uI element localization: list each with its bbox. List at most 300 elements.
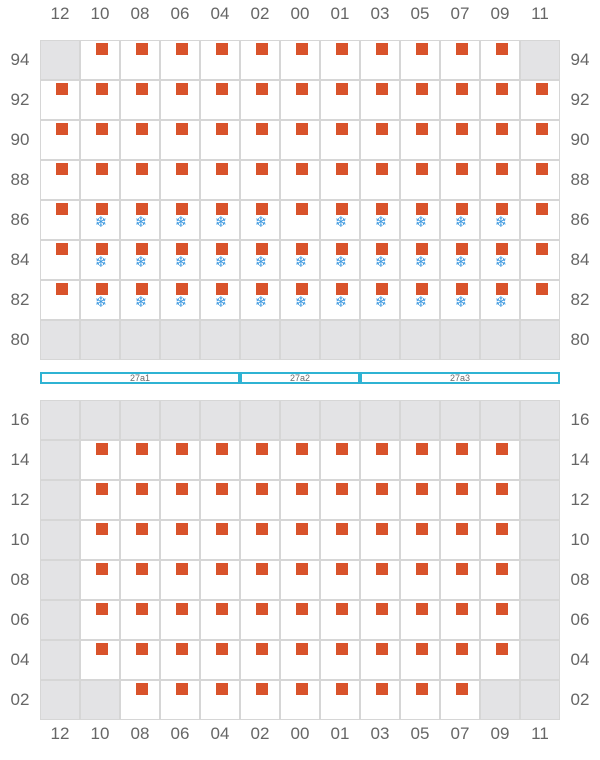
slot-90-11[interactable] (520, 120, 560, 160)
upper-row-label-left-84: 84 (10, 250, 30, 269)
slot-86-12[interactable] (40, 200, 80, 240)
lower-row-label-right-12: 12 (570, 490, 590, 509)
slot-84-08[interactable] (120, 240, 160, 280)
slot-16-12[interactable] (40, 400, 80, 440)
slot-88-08[interactable] (120, 160, 160, 200)
slot-16-02[interactable] (240, 400, 280, 440)
slot-86-08[interactable] (120, 200, 160, 240)
slot-90-07[interactable] (440, 120, 480, 160)
slot-04-00[interactable] (280, 640, 320, 680)
slot-14-11[interactable] (520, 440, 560, 480)
slot-02-04[interactable] (200, 680, 240, 720)
slot-12-08[interactable] (120, 480, 160, 520)
slot-90-03[interactable] (360, 120, 400, 160)
slot-06-02[interactable] (240, 600, 280, 640)
slot-84-11[interactable] (520, 240, 560, 280)
container-marker-10-10 (96, 523, 108, 535)
slot-06-10[interactable] (80, 600, 120, 640)
slot-80-11[interactable] (520, 320, 560, 360)
slot-92-04[interactable] (200, 80, 240, 120)
slot-14-01[interactable] (320, 440, 360, 480)
slot-84-04[interactable] (200, 240, 240, 280)
container-marker-12-01 (336, 483, 348, 495)
slot-04-03[interactable] (360, 640, 400, 680)
slot-94-08[interactable] (120, 40, 160, 80)
slot-92-10[interactable] (80, 80, 120, 120)
snowflake-icon: ❄ (374, 293, 388, 311)
slot-82-07[interactable] (440, 280, 480, 320)
slot-82-05[interactable] (400, 280, 440, 320)
slot-02-12[interactable] (40, 680, 80, 720)
slot-80-03[interactable] (360, 320, 400, 360)
bottom-col-label-01: 01 (330, 724, 350, 743)
slot-94-06[interactable] (160, 40, 200, 80)
snowflake-icon: ❄ (94, 293, 108, 311)
slot-04-01[interactable] (320, 640, 360, 680)
slot-94-01[interactable] (320, 40, 360, 80)
slot-14-02[interactable] (240, 440, 280, 480)
slot-80-00[interactable] (280, 320, 320, 360)
slot-94-12[interactable] (40, 40, 80, 80)
container-marker-10-09 (496, 523, 508, 535)
slot-84-01[interactable] (320, 240, 360, 280)
slot-86-10[interactable] (80, 200, 120, 240)
container-marker-90-08 (136, 123, 148, 135)
slot-10-06[interactable] (160, 520, 200, 560)
slot-92-03[interactable] (360, 80, 400, 120)
slot-12-01[interactable] (320, 480, 360, 520)
slot-08-05[interactable] (400, 560, 440, 600)
slot-06-08[interactable] (120, 600, 160, 640)
slot-90-02[interactable] (240, 120, 280, 160)
slot-08-12[interactable] (40, 560, 80, 600)
slot-12-05[interactable] (400, 480, 440, 520)
slot-14-00[interactable] (280, 440, 320, 480)
slot-80-08[interactable] (120, 320, 160, 360)
slot-10-04[interactable] (200, 520, 240, 560)
slot-82-10[interactable] (80, 280, 120, 320)
slot-08-02[interactable] (240, 560, 280, 600)
slot-88-04[interactable] (200, 160, 240, 200)
slot-82-11[interactable] (520, 280, 560, 320)
slot-86-09[interactable] (480, 200, 520, 240)
slot-92-08[interactable] (120, 80, 160, 120)
upper-row-label-left-94: 94 (10, 50, 30, 69)
slot-08-03[interactable] (360, 560, 400, 600)
slot-84-10[interactable] (80, 240, 120, 280)
top-col-label-04: 04 (210, 4, 230, 23)
slot-06-11[interactable] (520, 600, 560, 640)
slot-92-01[interactable] (320, 80, 360, 120)
container-marker-14-07 (456, 443, 468, 455)
container-marker-14-06 (176, 443, 188, 455)
slot-80-12[interactable] (40, 320, 80, 360)
slot-88-00[interactable] (280, 160, 320, 200)
slot-94-02[interactable] (240, 40, 280, 80)
container-marker-08-01 (336, 563, 348, 575)
slot-94-09[interactable] (480, 40, 520, 80)
lower-bay-grid (40, 400, 560, 720)
slot-06-07[interactable] (440, 600, 480, 640)
slot-82-03[interactable] (360, 280, 400, 320)
snowflake-icon: ❄ (254, 293, 268, 311)
container-marker-02-01 (336, 683, 348, 695)
slot-86-00[interactable] (280, 200, 320, 240)
slot-08-09[interactable] (480, 560, 520, 600)
lower-row-label-right-08: 08 (570, 570, 590, 589)
container-marker-90-07 (456, 123, 468, 135)
slot-14-12[interactable] (40, 440, 80, 480)
slot-84-05[interactable] (400, 240, 440, 280)
container-marker-86-11 (536, 203, 548, 215)
slot-06-04[interactable] (200, 600, 240, 640)
slot-94-07[interactable] (440, 40, 480, 80)
upper-row-label-left-82: 82 (10, 290, 30, 309)
slot-90-10[interactable] (80, 120, 120, 160)
slot-94-04[interactable] (200, 40, 240, 80)
slot-16-11[interactable] (520, 400, 560, 440)
top-col-label-01: 01 (330, 4, 350, 23)
slot-94-00[interactable] (280, 40, 320, 80)
slot-04-09[interactable] (480, 640, 520, 680)
slot-16-05[interactable] (400, 400, 440, 440)
container-marker-94-01 (336, 43, 348, 55)
slot-16-10[interactable] (80, 400, 120, 440)
bay-label-27a2[interactable] (240, 372, 360, 384)
slot-02-02[interactable] (240, 680, 280, 720)
slot-04-06[interactable] (160, 640, 200, 680)
slot-94-11[interactable] (520, 40, 560, 80)
slot-02-07[interactable] (440, 680, 480, 720)
slot-14-06[interactable] (160, 440, 200, 480)
snowflake-icon: ❄ (454, 253, 468, 271)
slot-16-08[interactable] (120, 400, 160, 440)
container-marker-04-07 (456, 643, 468, 655)
snowflake-icon: ❄ (414, 213, 428, 231)
slot-88-09[interactable] (480, 160, 520, 200)
bottom-col-label-09: 09 (490, 724, 510, 743)
slot-08-01[interactable] (320, 560, 360, 600)
container-marker-04-03 (376, 643, 388, 655)
container-marker-04-00 (296, 643, 308, 655)
slot-02-06[interactable] (160, 680, 200, 720)
slot-80-01[interactable] (320, 320, 360, 360)
slot-10-10[interactable] (80, 520, 120, 560)
top-col-label-05: 05 (410, 4, 430, 23)
container-marker-12-07 (456, 483, 468, 495)
slot-88-12[interactable] (40, 160, 80, 200)
container-marker-82-12 (56, 283, 68, 295)
slot-14-07[interactable] (440, 440, 480, 480)
slot-14-04[interactable] (200, 440, 240, 480)
slot-06-00[interactable] (280, 600, 320, 640)
container-marker-02-03 (376, 683, 388, 695)
slot-08-06[interactable] (160, 560, 200, 600)
lower-row-label-right-14: 14 (570, 450, 590, 469)
slot-86-04[interactable] (200, 200, 240, 240)
slot-82-01[interactable] (320, 280, 360, 320)
container-marker-90-12 (56, 123, 68, 135)
slot-08-04[interactable] (200, 560, 240, 600)
slot-10-09[interactable] (480, 520, 520, 560)
container-marker-10-01 (336, 523, 348, 535)
container-marker-14-09 (496, 443, 508, 455)
slot-04-05[interactable] (400, 640, 440, 680)
slot-08-10[interactable] (80, 560, 120, 600)
slot-08-07[interactable] (440, 560, 480, 600)
slot-88-02[interactable] (240, 160, 280, 200)
container-marker-02-07 (456, 683, 468, 695)
slot-02-10[interactable] (80, 680, 120, 720)
slot-86-01[interactable] (320, 200, 360, 240)
snowflake-icon: ❄ (494, 253, 508, 271)
slot-14-09[interactable] (480, 440, 520, 480)
slot-92-02[interactable] (240, 80, 280, 120)
container-marker-02-04 (216, 683, 228, 695)
container-marker-86-00 (296, 203, 308, 215)
slot-88-07[interactable] (440, 160, 480, 200)
slot-02-08[interactable] (120, 680, 160, 720)
container-marker-94-03 (376, 43, 388, 55)
container-marker-84-11 (536, 243, 548, 255)
slot-10-00[interactable] (280, 520, 320, 560)
slot-92-00[interactable] (280, 80, 320, 120)
slot-90-08[interactable] (120, 120, 160, 160)
slot-80-02[interactable] (240, 320, 280, 360)
container-marker-06-00 (296, 603, 308, 615)
slot-94-05[interactable] (400, 40, 440, 80)
container-marker-90-04 (216, 123, 228, 135)
slot-94-03[interactable] (360, 40, 400, 80)
container-marker-06-04 (216, 603, 228, 615)
slot-86-06[interactable] (160, 200, 200, 240)
slot-16-03[interactable] (360, 400, 400, 440)
snowflake-icon: ❄ (214, 253, 228, 271)
container-marker-08-02 (256, 563, 268, 575)
slot-02-05[interactable] (400, 680, 440, 720)
slot-90-01[interactable] (320, 120, 360, 160)
slot-84-00[interactable] (280, 240, 320, 280)
bay-label-27a1[interactable] (40, 372, 240, 384)
slot-12-12[interactable] (40, 480, 80, 520)
container-marker-86-12 (56, 203, 68, 215)
snowflake-icon: ❄ (334, 253, 348, 271)
slot-10-12[interactable] (40, 520, 80, 560)
slot-14-10[interactable] (80, 440, 120, 480)
lower-row-label-left-08: 08 (10, 570, 30, 589)
container-marker-92-01 (336, 83, 348, 95)
bay-label-27a3[interactable] (360, 372, 560, 384)
container-marker-92-10 (96, 83, 108, 95)
lower-row-label-right-06: 06 (570, 610, 590, 629)
slot-10-07[interactable] (440, 520, 480, 560)
slot-80-04[interactable] (200, 320, 240, 360)
container-marker-08-07 (456, 563, 468, 575)
slot-10-08[interactable] (120, 520, 160, 560)
slot-90-00[interactable] (280, 120, 320, 160)
container-marker-04-10 (96, 643, 108, 655)
slot-04-08[interactable] (120, 640, 160, 680)
slot-02-01[interactable] (320, 680, 360, 720)
snowflake-icon: ❄ (214, 213, 228, 231)
slot-80-10[interactable] (80, 320, 120, 360)
slot-82-09[interactable] (480, 280, 520, 320)
slot-92-09[interactable] (480, 80, 520, 120)
slot-04-04[interactable] (200, 640, 240, 680)
slot-86-05[interactable] (400, 200, 440, 240)
bay-label-text: 27a3 (449, 373, 471, 383)
slot-16-04[interactable] (200, 400, 240, 440)
slot-10-02[interactable] (240, 520, 280, 560)
slot-10-01[interactable] (320, 520, 360, 560)
slot-08-11[interactable] (520, 560, 560, 600)
container-marker-04-02 (256, 643, 268, 655)
upper-row-label-right-90: 90 (570, 130, 590, 149)
slot-94-10[interactable] (80, 40, 120, 80)
slot-14-05[interactable] (400, 440, 440, 480)
slot-82-12[interactable] (40, 280, 80, 320)
slot-88-01[interactable] (320, 160, 360, 200)
slot-88-06[interactable] (160, 160, 200, 200)
slot-06-01[interactable] (320, 600, 360, 640)
slot-82-04[interactable] (200, 280, 240, 320)
lower-row-label-left-16: 16 (10, 410, 30, 429)
snowflake-icon: ❄ (334, 213, 348, 231)
slot-16-00[interactable] (280, 400, 320, 440)
slot-80-06[interactable] (160, 320, 200, 360)
slot-84-09[interactable] (480, 240, 520, 280)
lower-row-label-right-16: 16 (570, 410, 590, 429)
container-marker-10-08 (136, 523, 148, 535)
slot-84-06[interactable] (160, 240, 200, 280)
container-marker-90-10 (96, 123, 108, 135)
slot-82-06[interactable] (160, 280, 200, 320)
slot-84-03[interactable] (360, 240, 400, 280)
top-col-label-12: 12 (50, 4, 70, 23)
lower-row-label-left-04: 04 (10, 650, 30, 669)
slot-80-09[interactable] (480, 320, 520, 360)
slot-16-07[interactable] (440, 400, 480, 440)
slot-08-00[interactable] (280, 560, 320, 600)
container-marker-10-00 (296, 523, 308, 535)
slot-92-12[interactable] (40, 80, 80, 120)
slot-90-04[interactable] (200, 120, 240, 160)
slot-06-05[interactable] (400, 600, 440, 640)
slot-04-11[interactable] (520, 640, 560, 680)
slot-06-12[interactable] (40, 600, 80, 640)
slot-84-12[interactable] (40, 240, 80, 280)
slot-12-09[interactable] (480, 480, 520, 520)
slot-02-00[interactable] (280, 680, 320, 720)
container-marker-06-08 (136, 603, 148, 615)
slot-12-04[interactable] (200, 480, 240, 520)
slot-12-10[interactable] (80, 480, 120, 520)
slot-92-11[interactable] (520, 80, 560, 120)
slot-84-02[interactable] (240, 240, 280, 280)
bottom-col-label-03: 03 (370, 724, 390, 743)
slot-92-07[interactable] (440, 80, 480, 120)
slot-88-10[interactable] (80, 160, 120, 200)
bay-label-text: 27a1 (129, 373, 151, 383)
slot-14-08[interactable] (120, 440, 160, 480)
container-marker-14-08 (136, 443, 148, 455)
slot-88-11[interactable] (520, 160, 560, 200)
slot-86-03[interactable] (360, 200, 400, 240)
slot-16-01[interactable] (320, 400, 360, 440)
slot-84-07[interactable] (440, 240, 480, 280)
slot-06-06[interactable] (160, 600, 200, 640)
slot-10-05[interactable] (400, 520, 440, 560)
slot-80-05[interactable] (400, 320, 440, 360)
slot-90-09[interactable] (480, 120, 520, 160)
slot-90-06[interactable] (160, 120, 200, 160)
container-marker-04-04 (216, 643, 228, 655)
slot-04-12[interactable] (40, 640, 80, 680)
slot-02-09[interactable] (480, 680, 520, 720)
slot-82-02[interactable] (240, 280, 280, 320)
slot-10-11[interactable] (520, 520, 560, 560)
slot-16-06[interactable] (160, 400, 200, 440)
slot-04-10[interactable] (80, 640, 120, 680)
container-marker-94-10 (96, 43, 108, 55)
container-marker-10-03 (376, 523, 388, 535)
slot-82-08[interactable] (120, 280, 160, 320)
slot-90-05[interactable] (400, 120, 440, 160)
slot-10-03[interactable] (360, 520, 400, 560)
container-marker-88-00 (296, 163, 308, 175)
slot-88-03[interactable] (360, 160, 400, 200)
upper-row-label-left-86: 86 (10, 210, 30, 229)
slot-04-02[interactable] (240, 640, 280, 680)
slot-86-11[interactable] (520, 200, 560, 240)
container-marker-88-08 (136, 163, 148, 175)
slot-86-07[interactable] (440, 200, 480, 240)
container-marker-02-02 (256, 683, 268, 695)
slot-90-12[interactable] (40, 120, 80, 160)
slot-12-07[interactable] (440, 480, 480, 520)
slot-02-11[interactable] (520, 680, 560, 720)
container-marker-08-09 (496, 563, 508, 575)
slot-12-11[interactable] (520, 480, 560, 520)
slot-12-06[interactable] (160, 480, 200, 520)
slot-12-02[interactable] (240, 480, 280, 520)
slot-88-05[interactable] (400, 160, 440, 200)
slot-08-08[interactable] (120, 560, 160, 600)
slot-06-03[interactable] (360, 600, 400, 640)
container-marker-14-02 (256, 443, 268, 455)
container-marker-92-05 (416, 83, 428, 95)
bottom-col-label-10: 10 (90, 724, 110, 743)
upper-bay-grid (40, 40, 560, 360)
slot-92-05[interactable] (400, 80, 440, 120)
lower-row-label-right-10: 10 (570, 530, 590, 549)
slot-82-00[interactable] (280, 280, 320, 320)
slot-12-00[interactable] (280, 480, 320, 520)
bottom-col-label-07: 07 (450, 724, 470, 743)
slot-86-02[interactable] (240, 200, 280, 240)
slot-02-03[interactable] (360, 680, 400, 720)
slot-14-03[interactable] (360, 440, 400, 480)
slot-04-07[interactable] (440, 640, 480, 680)
upper-row-label-left-90: 90 (10, 130, 30, 149)
slot-80-07[interactable] (440, 320, 480, 360)
container-marker-94-02 (256, 43, 268, 55)
slot-12-03[interactable] (360, 480, 400, 520)
slot-92-06[interactable] (160, 80, 200, 120)
slot-16-09[interactable] (480, 400, 520, 440)
container-marker-10-07 (456, 523, 468, 535)
slot-06-09[interactable] (480, 600, 520, 640)
